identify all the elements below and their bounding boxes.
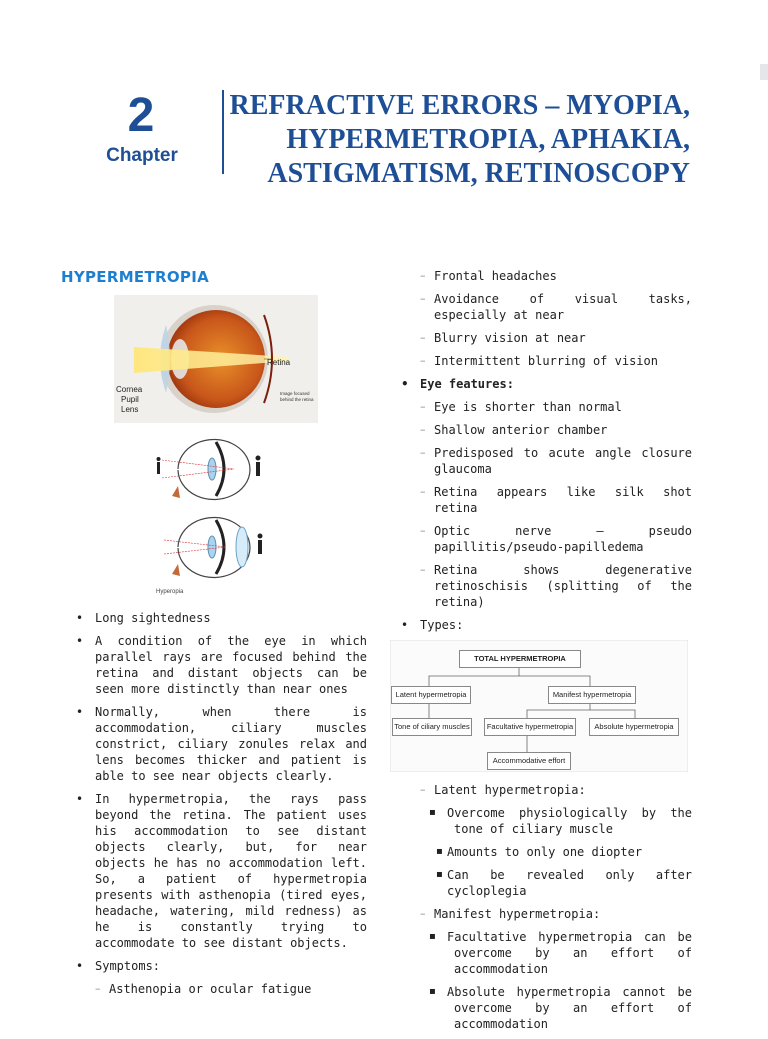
eye-feature-item: – Retina appears like silk shot retina [400, 484, 692, 516]
right-column [394, 268, 692, 1039]
uncorrected-eye [157, 440, 261, 500]
section-title: HYPERMETROPIA [61, 268, 209, 286]
latent-item: ▪ Overcome physiologically by the tone of ciliary muscle [400, 805, 692, 837]
latent-heading: – Latent hypermetropia: [400, 782, 692, 798]
hypermetropia-bullets [75, 610, 367, 997]
manifest-item: ▪ Absolute hypermetropia cannot be overcome by an effort of accommodation [400, 984, 692, 1032]
types-flowchart [390, 640, 688, 772]
latent-item: ▪ Can be revealed only after cycloplegia [400, 867, 692, 899]
label-image-note: Image focused [280, 391, 310, 396]
eye-anatomy-figure [114, 295, 318, 423]
flow-box-latent: Latent hypermetropia [391, 686, 471, 704]
bullet-item: • Normally, when there is accommodation, ciliary muscles constrict, ciliary zonules relax and lens becomes thicker and patient is able to see near objects clearly. [75, 704, 367, 784]
flow-box-facultative: Facultative hypermetropia [484, 718, 576, 736]
chapter-title-line: HYPERMETROPIA, APHAKIA, [286, 124, 690, 155]
chapter-title-line: ASTIGMATISM, RETINOSCOPY [267, 158, 690, 189]
scrollbar-tab[interactable] [760, 64, 768, 80]
bullet-item: • Long sightedness [75, 610, 367, 626]
corrected-eye [164, 518, 263, 578]
label-image-note: behind the retina [280, 397, 314, 402]
diagram-caption: Hyperopia [156, 589, 184, 595]
symptom-item: – Avoidance of visual tasks, especially at near [400, 291, 692, 323]
bullet-item: • Symptoms: [75, 958, 367, 974]
eye-feature-item: – Shallow anterior chamber [400, 422, 692, 438]
label-cornea: Cornea [116, 385, 143, 394]
types-list [400, 782, 692, 1032]
hyperopia-diagram [150, 436, 290, 596]
label-retina: Retina [267, 358, 291, 367]
label-pupil: Pupil [121, 395, 139, 404]
flow-box-tone: Tone of ciliary muscles [392, 718, 472, 736]
eye-feature-item: – Predisposed to acute angle closure glaucoma [400, 445, 692, 477]
bullet-item: • A condition of the eye in which parallel rays are focused behind the retina and distant objects can be seen more distinctly than near ones [75, 633, 367, 697]
bullet-item: • In hypermetropia, the rays pass beyond the retina. The patient uses his accommodation to see distant objects clearly, but, for near objects he has no accommodation left. So, a patient of hypermetropia presents with asthenopia (tired eyes, headache, watering, mild redness) as he is constantly trying to accommodate to see distant objects. [75, 791, 367, 951]
manifest-heading: – Manifest hypermetropia: [400, 906, 692, 922]
flow-box-manifest: Manifest hypermetropia [548, 686, 636, 704]
label-lens: Lens [121, 405, 139, 414]
flow-box-root: TOTAL HYPERMETROPIA [459, 650, 581, 668]
symptoms-list [400, 268, 692, 633]
chapter-title-line: REFRACTIVE ERRORS – MYOPIA, [229, 90, 690, 121]
symptom-item: – Asthenopia or ocular fatigue [75, 981, 367, 997]
eye-feature-item: – Optic nerve – pseudo papillitis/pseudo-papilledema [400, 523, 692, 555]
latent-item: ▪ Amounts to only one diopter [400, 844, 692, 860]
flow-box-effort: Accommodative effort [487, 752, 571, 770]
eye-feature-item: – Retina shows degenerative retinoschisis (splitting of the retina) [400, 562, 692, 610]
symptom-item: – Blurry vision at near [400, 330, 692, 346]
left-column [75, 610, 367, 1004]
eye-features-heading: • Eye features: [400, 376, 692, 392]
symptom-item: – Intermittent blurring of vision [400, 353, 692, 369]
eye-feature-item: – Eye is shorter than normal [400, 399, 692, 415]
flow-box-absolute: Absolute hypermetropia [589, 718, 679, 736]
chapter-number: 2 [127, 89, 155, 142]
types-heading: • Types: [400, 617, 692, 633]
chapter-label: Chapter [106, 145, 178, 166]
manifest-item: ▪ Facultative hypermetropia can be overcome by an effort of accommodation [400, 929, 692, 977]
chapter-title [220, 89, 690, 191]
symptom-item: – Frontal headaches [400, 268, 692, 284]
